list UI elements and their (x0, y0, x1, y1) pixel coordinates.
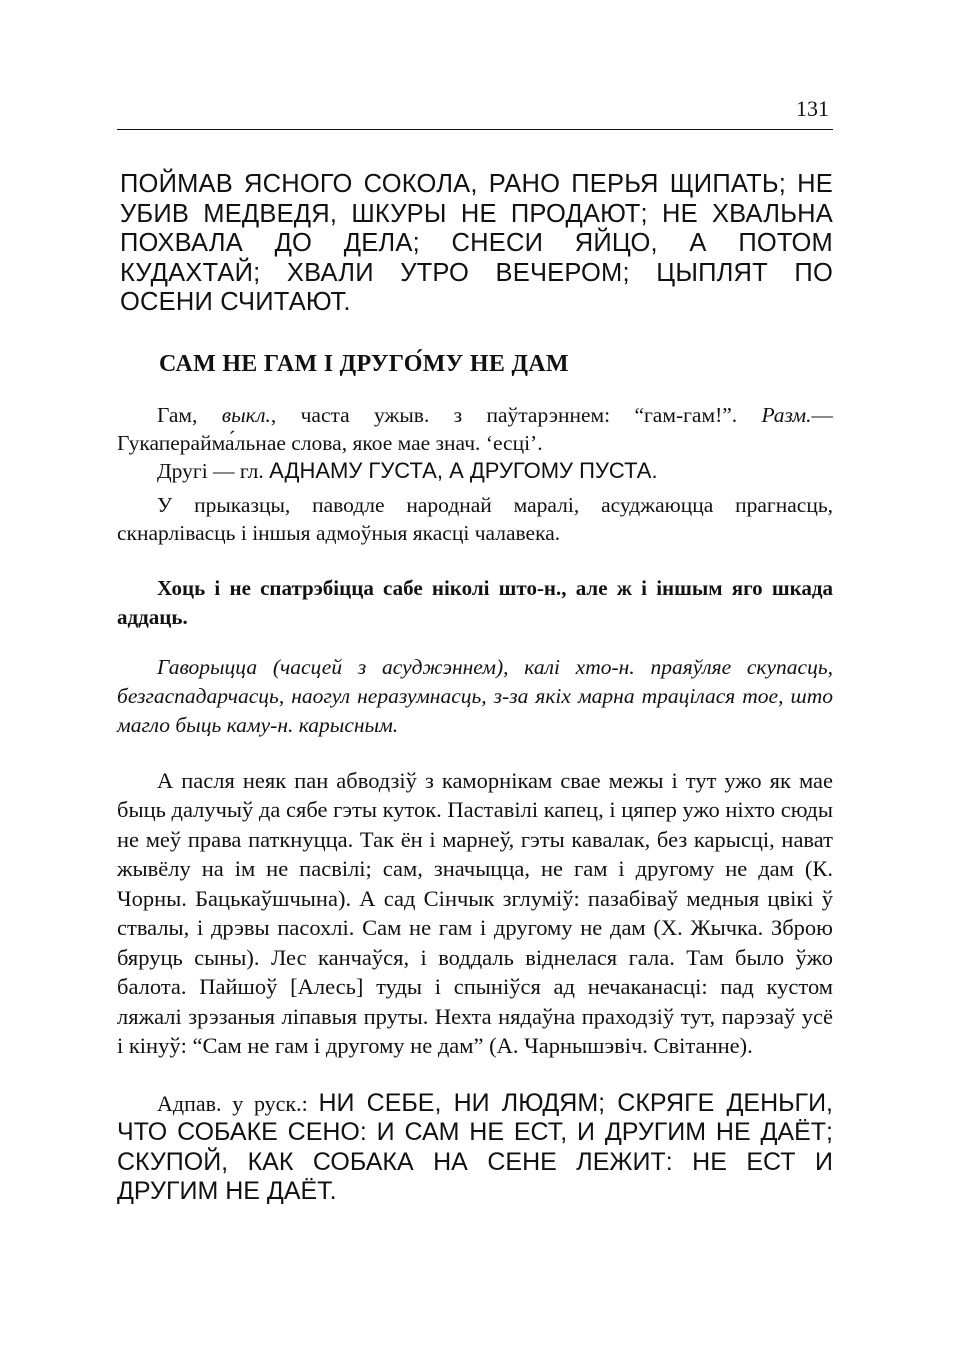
equivalent-lead: Адпав. у руск.: (157, 1090, 319, 1116)
synonym-lead: Другі — гл. (157, 458, 270, 483)
entry-usage-note: У прыказцы, паводле народнай маралі, асуджаюцца прагнасць, скнарлівасць і іншыя адмоўныя якасці чалавека. (117, 492, 833, 545)
header-rule (117, 129, 833, 130)
page-number: 131 (796, 96, 829, 121)
definition-text-1: , часта ужыв. з паўтарэннем: “гам-гам!”. (270, 402, 762, 427)
previous-entry-equivalents: ПОЙМАВ ЯСНОГО СОКОЛА, РАНО ПЕРЬЯ ЩИПАТЬ; НЕ УБИВ МЕДВЕДЯ, ШКУРЫ НЕ ПРОДАЮТ; НЕ ХВАЛЬНА ПОХВАЛА ДО ДЕЛА; СНЕСИ ЯЙЦО, А ПОТОМ КУДАХТАЙ; ХВАЛИ УТРО ВЕЧЕРОМ; ЦЫПЛЯТ ПО ОСЕНИ СЧИТАЮТ. (120, 170, 833, 316)
definition-text-2: — Гукаперайма́льнае слова, якое мае знач. ‘есці’. (117, 402, 833, 455)
entry-headword: САМ НЕ ГАМ І ДРУГО́МУ НЕ ДАМ (159, 350, 569, 377)
book-page (117, 95, 833, 1207)
entry-quotations: А пасля неяк пан абводзіў з каморнікам свае межы і тут ужо як мае быць далучыў да сябе гэты куток. Паставілі капец, і цяпер ужо ніхто сюды не меў права паткнуцца. Так ён і марнеў, гэты кавалак, без карысці, нават жывёлу на ім не пасвілі; сам, значыцца, не гам і другому не дам (К. Чорны. Бацькаўшчына). А сад Сінчык зглуміў: пазабіваў медныя цвікі ў ствалы, і дрэвы пасохлі. Сам не гам і другому не дам (Х. Жычка. Зброю бяруць сыны). Лес канчаўся, і воддаль віднелася гала. Там было ўжо балота. Пайшоў [Алесь] туды і спыніўся ад нечаканасці: пад кустом ляжалі зрэзаныя ліпавыя пруты. Нехта нядаўна праходзіў тут, парэзаў усё і кінуў: “Сам не гам і другому не дам” (А. Чарнышэвіч. Світанне). (117, 767, 833, 1058)
synonym-ref: АДНАМУ ГУСТА, А ДРУГОМУ ПУСТА. (269, 457, 658, 483)
entry-russian-equivalent (117, 1089, 833, 1207)
entry-meaning: Хоць і не спатрэбіцца сабе ніколі што-н., але ж і іншым яго шкада аддаць. (117, 575, 833, 629)
definition-term-abbr: выкл. (221, 402, 271, 427)
definition-term: Гам, (157, 402, 222, 427)
entry-synonym-reference (117, 457, 833, 485)
entry-definition (117, 401, 833, 457)
equivalent-russian: НИ СЕБЕ, НИ ЛЮДЯМ; СКРЯГЕ ДЕНЬГИ, ЧТО СОБАКЕ СЕНО: И САМ НЕ ЕСТ, И ДРУГИМ НЕ ДАЁТ; СКУПОЙ, КАК СОБАКА НА СЕНЕ ЛЕЖИТ: НЕ ЕСТ И ДРУГИМ НЕ ДАЁТ. (117, 1088, 833, 1205)
definition-style-abbr: Разм. (761, 402, 812, 427)
entry-usage-context: Гаворыцца (часцей з асуджэннем), калі хто-н. праяўляе скупасць, безгаспадарчасць, наогул неразумнасць, з-за якіх марна трацілася тое, што магло быць каму-н. карысным. (117, 654, 833, 737)
